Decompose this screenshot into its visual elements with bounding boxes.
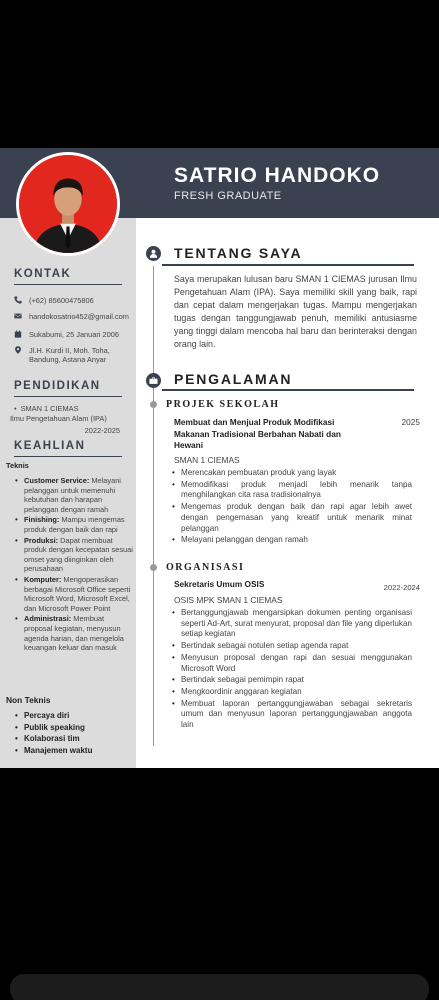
contact-email: handokosatrio452@gmail.com <box>14 312 134 321</box>
contact-address: Jl.H. Kurdi II, Moh. Toha, Bandung, Astana Anyar <box>14 346 134 364</box>
teknis-skill-item <box>14 575 134 613</box>
mail-icon <box>14 312 24 321</box>
contact-birth: Sukabumi, 25 Januari 2006 <box>14 330 134 339</box>
skill-name: Finishing: <box>24 515 60 525</box>
projek-point: • Memodifikasi produk menjadi lebih menarik tanpa menghilangkan cita rasa tradisionalnya <box>172 480 412 501</box>
education-years: 2022-2025 <box>84 426 120 435</box>
teknis-skill-list <box>14 476 134 654</box>
organisasi-year: 2022-2024 <box>383 583 420 592</box>
pengalaman-divider <box>162 389 414 391</box>
projek-title: Membuat dan Menjual Produk Modifikasi Makanan Tradisional Berbahan Nabati dan Hewani <box>174 417 341 450</box>
person-icon <box>146 246 161 261</box>
organisasi-points <box>172 608 412 732</box>
contact-phone: (+62) 85600475806 <box>14 296 134 305</box>
projek-points <box>172 468 412 547</box>
navigation-bar <box>10 974 429 1000</box>
timeline-dot <box>150 564 157 571</box>
candidate-role: FRESH GRADUATE <box>174 190 282 202</box>
teknis-skill-item <box>14 614 134 652</box>
resume-page <box>0 148 439 768</box>
tentang-text: Saya merupakan lulusan baru SMAN 1 CIEMAS jurusan Ilmu Pengetahuan Alam (IPA). Saya memiliki skill yang baik, rapi dan cepat dalam mengerjakan tugas. Mampu mengerjakan tugas dengan tanggungjawab penuh, memiliki antusiasme yang tinggi dalam mencoba hal baru dan berinteraksi dengan orang lain. <box>174 274 417 349</box>
organisasi-label: ORGANISASI <box>166 562 245 573</box>
nonteknis-skill-item: • Publik speaking <box>14 723 134 734</box>
teknis-label: Teknis <box>6 461 29 470</box>
candidate-name: SATRIO HANDOKO <box>174 164 381 187</box>
location-icon <box>14 346 24 364</box>
education-school: • SMAN 1 CIEMAS <box>14 404 79 413</box>
calendar-icon <box>14 330 24 339</box>
timeline-dot <box>150 401 157 408</box>
organisasi-point: • Membuat laporan pertanggungjawaban sebagai sekretaris umum dan menyusun laporan pertanggungjawaban anggota lain <box>172 699 412 731</box>
tentang-divider <box>162 264 414 266</box>
organisasi-point: • Bertanggungjawab mengarsipkan dokumen penting organisasi seperti Ad-Art, surat menyurat, proposal dan file yang diperlukan setiap kegiatan <box>172 608 412 640</box>
nonteknis-label: Non Teknis <box>6 695 51 705</box>
pengalaman-heading: PENGALAMAN <box>174 371 293 387</box>
projek-point: • Mengemas produk dengan baik dan rapi agar lebih awet dengan pengemasan yang kreatif untuk menarik minat pelanggan <box>172 502 412 534</box>
nonteknis-skill-item: • Manajemen waktu <box>14 746 134 757</box>
keahlian-heading: KEAHLIAN <box>14 440 86 452</box>
organisasi-org: OSIS MPK SMAN 1 CIEMAS <box>174 595 283 605</box>
tentang-heading: TENTANG SAYA <box>174 245 303 261</box>
profile-photo <box>16 152 120 256</box>
teknis-skill-item <box>14 536 134 574</box>
skill-description: Melayani pelanggan untuk memenuhi kebutuhan dan harapan pelanggan dengan ramah <box>24 476 121 514</box>
organisasi-point: • Mengkoordinir anggaran kegiatan <box>172 687 412 698</box>
teknis-skill-item <box>14 515 134 534</box>
resume-sidebar <box>0 218 136 768</box>
nonteknis-skill-list <box>14 711 134 757</box>
briefcase-icon <box>146 373 161 388</box>
organisasi-point: • Bertindak sebagai pemimpin rapat <box>172 675 412 686</box>
organisasi-point: • Bertindak sebagai notulen setiap agenda rapat <box>172 641 412 652</box>
organisasi-point: • Menyusun proposal dengan rapi dan sesuai menggunakan Microsoft Word <box>172 653 412 674</box>
pendidikan-divider <box>14 396 122 397</box>
projek-point: • Melayani pelanggan dengan ramah <box>172 535 412 546</box>
education-major: Ilmu Pengetahuan Alam (IPA) <box>10 414 107 423</box>
organisasi-title: Sekretaris Umum OSIS <box>174 579 265 589</box>
projek-year: 2025 <box>401 417 420 427</box>
nonteknis-skill-item: • Kolaborasi tim <box>14 734 134 745</box>
pendidikan-heading: PENDIDIKAN <box>14 380 101 392</box>
projek-point: • Merencakan pembuatan produk yang layak <box>172 468 412 479</box>
kontak-heading: KONTAK <box>14 268 72 280</box>
phone-icon <box>14 296 24 305</box>
keahlian-divider <box>14 456 122 457</box>
skill-name: Komputer: <box>24 574 62 584</box>
skill-name: Produksi: <box>24 535 59 545</box>
kontak-divider <box>14 284 122 285</box>
skill-description: Dapat membuat produk dengan kecepatan sesuai omset yang diinginkan oleh perusahaan <box>24 535 133 574</box>
avatar <box>19 155 117 253</box>
skill-description: Mengoperasikan berbagai Microsoft Office seperti Microsoft Word, Microsoft Excel, dan Microsoft Power Point <box>24 574 131 613</box>
projek-label: PROJEK SEKOLAH <box>166 399 280 410</box>
skill-name: Customer Service: <box>24 476 90 485</box>
skill-description: Mampu mengemas produk dengan baik dan rapi <box>24 515 125 534</box>
skill-name: Administrasi: <box>24 614 72 624</box>
projek-org: SMAN 1 CIEMAS <box>174 455 240 465</box>
nonteknis-skill-item: • Percaya diri <box>14 711 134 722</box>
timeline-line <box>153 266 154 746</box>
teknis-skill-item <box>14 476 134 514</box>
skill-description: Membuat proposal kegiatan, menyusun agenda harian, dan mengelola keuangan keluar dan masuk <box>24 614 124 653</box>
